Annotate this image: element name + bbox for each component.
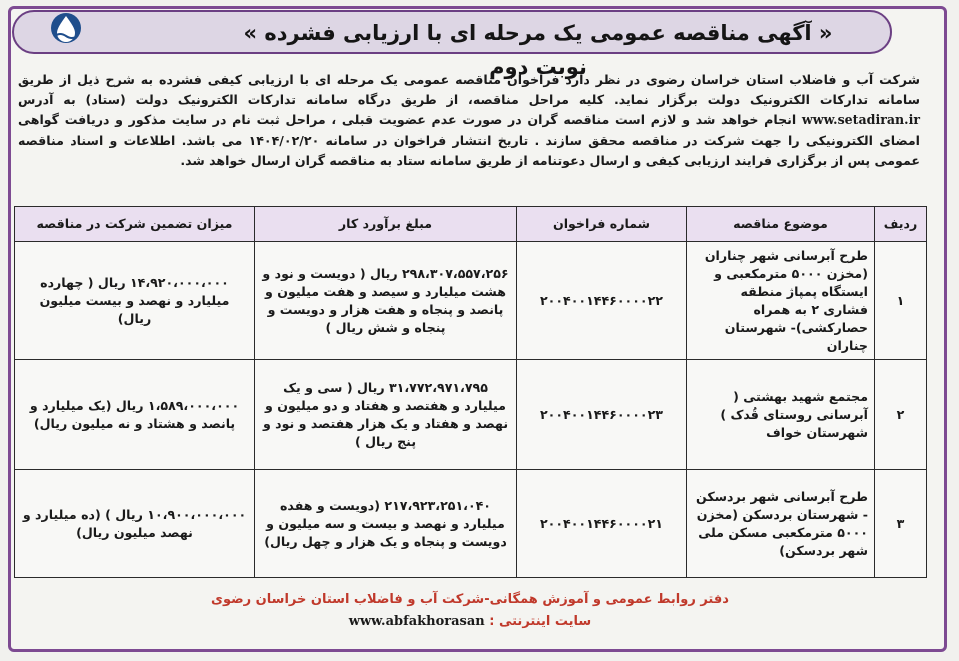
row-radif: ۳ <box>875 470 927 578</box>
col-estimate: مبلغ برآورد کار <box>255 207 517 242</box>
row-radif: ۲ <box>875 360 927 470</box>
row-subject: طرح آبرسانی شهر بردسکن - شهرستان بردسکن (مخزن ۵۰۰۰ مترمکعبی مسکن ملی شهر بردسکن) <box>687 470 875 578</box>
setadiran-link[interactable]: www.setadiran.ir <box>801 112 920 128</box>
notice-title: « آگهی مناقصه عمومی یک مرحله ای با ارزیابی فشرده » نوبت دوم <box>243 21 833 79</box>
row-estimate: ۲۹۸،۳۰۷،۵۵۷،۲۵۶ ریال ( دویست و نود و هشت میلیارد و سیصد و هفت میلیون و پانصد و پنجاه و هفت هزار و دویست و پنجاه و شش ریال ) <box>255 242 517 360</box>
row-subject: طرح آبرسانی شهر چناران (مخزن ۵۰۰۰ مترمکعبی و ایستگاه پمپاژ منطقه فشاری ۲ به همراه حصارکشی)- شهرستان چناران <box>687 242 875 360</box>
row-radif: ۱ <box>875 242 927 360</box>
intro-text-1: شرکت آب و فاضلاب استان خراسان رضوی در نظر دارد فراخوان مناقصه عمومی یک مرحله ای با ارزیابی کیفی فشرده به شرح ذیل از طریق سامانه تدارکات الکترونیک دولت برگزار نماید. کلیه مراحل مناقصه، از طریق درگاه سامانه تدارکات الکترونیک دولت (ستاد) به آدرس <box>18 72 920 108</box>
row-subject: مجتمع شهید بهشتی ( آبرسانی روستای قُدک ) شهرستان خواف <box>687 360 875 470</box>
abfakhorasan-link[interactable]: www.abfakhorasan <box>348 614 485 629</box>
row-number: ۲۰۰۴۰۰۱۴۴۶۰۰۰۰۲۳ <box>517 360 687 470</box>
col-subject: موضوع مناقصه <box>687 207 875 242</box>
company-logo-icon <box>22 8 110 60</box>
table-row <box>15 470 927 578</box>
notice-header <box>12 10 892 79</box>
col-number: شماره فراخوان <box>517 207 687 242</box>
footer-office: دفتر روابط عمومی و آموزش همگانی-شرکت آب و فاضلاب استان خراسان رضوی <box>211 592 729 607</box>
tender-table <box>14 206 927 578</box>
table-header-row <box>15 207 927 242</box>
row-number: ۲۰۰۴۰۰۱۴۴۶۰۰۰۰۲۱ <box>517 470 687 578</box>
table-row <box>15 242 927 360</box>
intro-text-2: انجام خواهد شد و لازم است مناقصه گران در صورت عدم عضویت قبلی ، مراحل ثبت نام در سایت مذکور و دریافت گواهی امضای الکترونیکی را جهت شرکت در مناقصه محقق سازند . تاریخ انتشار فراخوان در سامانه ۱۴۰۴/۰۲/۲۰ می باشد. اطلاعات و اسناد مناقصه عمومی پس از برگزاری فرایند ارزیابی کیفی و ارسال دعوتنامه از طریق سامانه ستاد به مناقصه گران ارسال خواهد شد. <box>18 112 921 168</box>
col-radif: ردیف <box>875 207 927 242</box>
col-guarantee: میزان تضمین شرکت در مناقصه <box>15 207 255 242</box>
footer-website <box>14 614 926 636</box>
row-estimate: ۲۱۷،۹۲۳،۲۵۱،۰۴۰ (دویست و هفده میلیارد و نهصد و بیست و سه میلیون و دویست و پنجاه و یک هزار و چهل ریال) <box>255 470 517 578</box>
row-estimate: ۳۱،۷۷۲،۹۷۱،۷۹۵ ریال ( سی و یک میلیارد و هفتصد و هفتاد و دو میلیون و نهصد و هفتاد و یک هزار هفتصد و نود و پنج ریال ) <box>255 360 517 470</box>
footer-site-label: سایت اینترنتی : <box>489 614 592 629</box>
intro-paragraph <box>18 70 920 196</box>
row-guarantee: ۱،۵۸۹،۰۰۰،۰۰۰ ریال (یک میلیارد و پانصد و هشتاد و نه میلیون ریال) <box>15 360 255 470</box>
row-guarantee: ۱۴،۹۲۰،۰۰۰،۰۰۰ ریال ( چهارده میلیارد و نهصد و بیست میلیون ریال) <box>15 242 255 360</box>
table-row <box>15 360 927 470</box>
row-guarantee: ۱۰،۹۰۰،۰۰۰،۰۰۰ ریال ) (ده میلیارد و نهصد میلیون ریال) <box>15 470 255 578</box>
row-number: ۲۰۰۴۰۰۱۴۴۶۰۰۰۰۲۲ <box>517 242 687 360</box>
